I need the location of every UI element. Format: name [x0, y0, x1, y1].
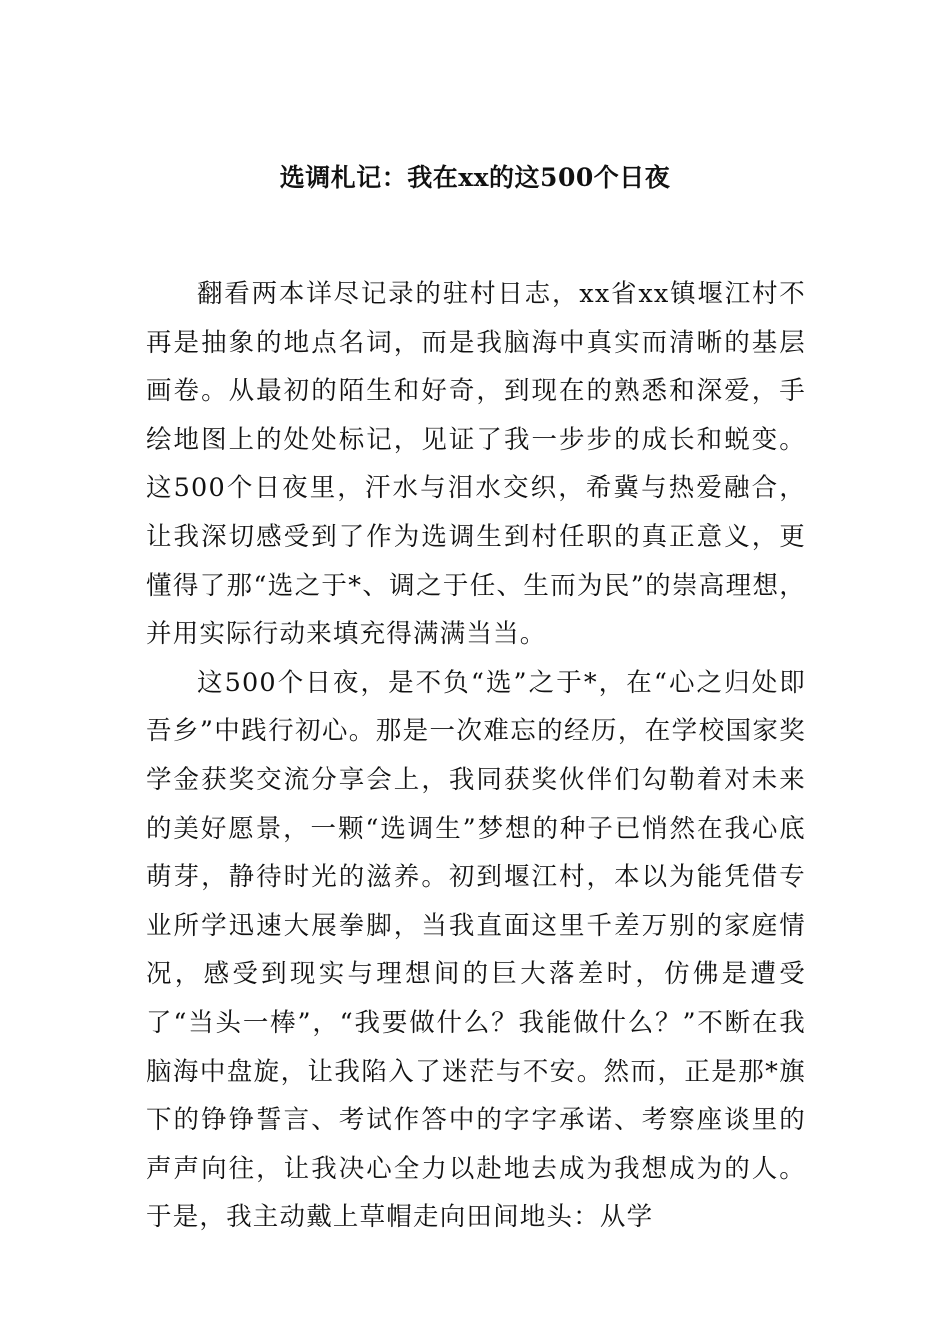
document-body: [146, 270, 806, 1242]
paragraph-1: 翻看两本详尽记录的驻村日志，xx省xx镇堰江村不再是抽象的地点名词，而是我脑海中真实而清晰的基层画卷。从最初的陌生和好奇，到现在的熟悉和深爱，手绘地图上的处处标记，见证了我一步步的成长和蜕变。这500个日夜里，汗水与泪水交织，希冀与热爱融合，让我深切感受到了作为选调生到村任职的真正意义，更懂得了那“选之于*、调之于任、生而为民”的崇高理想，并用实际行动来填充得满满当当。: [146, 279, 806, 650]
paragraph-2: 这500个日夜，是不负“选”之于*，在“心之归处即吾乡”中践行初心。那是一次难忘的经历，在学校国家奖学金获奖交流分享会上，我同获奖伙伴们勾勒着对未来的美好愿景，一颗“选调生”梦想的种子已悄然在我心底萌芽，静待时光的滋养。初到堰江村，本以为能凭借专业所学迅速大展拳脚，当我直面这里千差万别的家庭情况，感受到现实与理想间的巨大落差时，仿佛是遭受了“当头一棒”，“我要做什么？我能做什么？”不断在我脑海中盘旋，让我陷入了迷茫与不安。然而，正是那*旗下的铮铮誓言、考试作答中的字字承诺、考察座谈里的声声向往，让我决心全力以赴地去成为我想成为的人。于是，我主动戴上草帽走向田间地头：从学: [146, 667, 806, 1233]
document-title: 选调札记：我在xx的这500个日夜: [279, 163, 671, 192]
